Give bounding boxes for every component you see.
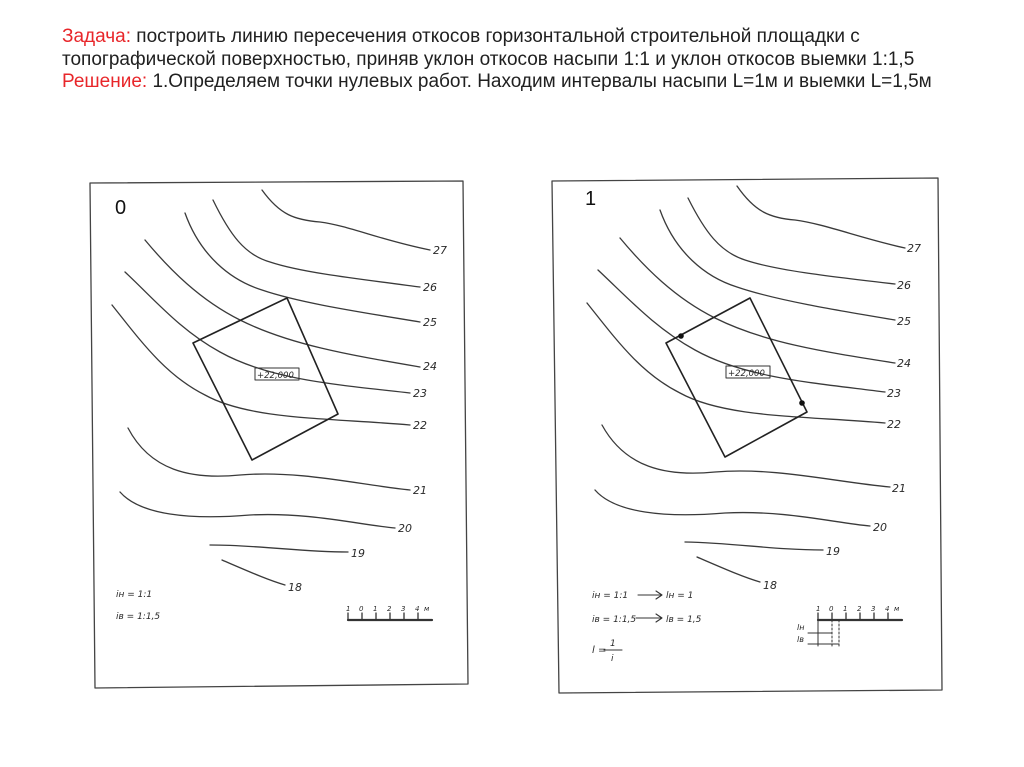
contour-label: 25 bbox=[423, 316, 437, 329]
zero-work-point bbox=[678, 333, 684, 339]
contour-24 bbox=[620, 238, 895, 363]
scale-tick: 1 bbox=[816, 605, 821, 613]
contour-label: 27 bbox=[907, 242, 921, 255]
scale-tick: 4 bbox=[415, 605, 420, 613]
contour-label: 23 bbox=[887, 387, 901, 400]
formula-numerator: 1 bbox=[610, 639, 616, 649]
contour-27 bbox=[737, 186, 905, 248]
contour-20 bbox=[595, 490, 870, 526]
contour-18 bbox=[222, 560, 285, 585]
site-level-label: +22,000 bbox=[257, 371, 294, 381]
scale-tick: 0 bbox=[359, 605, 364, 613]
legend-cut-slope: iв = 1:1,5 bbox=[592, 615, 637, 625]
scale-tick: 2 bbox=[387, 605, 392, 613]
contour-label: 24 bbox=[897, 357, 911, 370]
scale-tick: 1 bbox=[843, 605, 848, 613]
task-text: построить линию пересечения откосов горизонтальной строительной площадки с топографической поверхностью, приняв уклон откосов насыпи 1:1 и уклон откосов выемки 1:1,5 bbox=[62, 26, 915, 70]
contour-label: 26 bbox=[897, 279, 911, 292]
scale-label-fill: lн bbox=[797, 623, 805, 632]
scale-tick: 3 bbox=[871, 605, 876, 613]
contour-27 bbox=[262, 190, 430, 250]
contour-label: 22 bbox=[413, 419, 427, 432]
contour-24 bbox=[145, 240, 420, 367]
scale-tick: 1 bbox=[346, 605, 351, 613]
contour-22 bbox=[112, 305, 410, 425]
right-labels bbox=[585, 188, 921, 664]
contour-label: 18 bbox=[763, 579, 777, 592]
contour-22 bbox=[587, 303, 885, 423]
contour-21 bbox=[602, 425, 890, 487]
site-level-label: +22,000 bbox=[728, 369, 765, 379]
contour-label: 19 bbox=[351, 547, 365, 560]
contour-label: 27 bbox=[433, 244, 447, 257]
left-scale-bar bbox=[348, 613, 432, 620]
zero-work-point bbox=[799, 400, 805, 406]
task-label: Задача: bbox=[62, 26, 132, 47]
left-contours bbox=[112, 190, 430, 585]
scale-tick: 3 bbox=[401, 605, 406, 613]
contour-label: 22 bbox=[887, 418, 901, 431]
right-scale-bar bbox=[808, 613, 902, 646]
contour-25 bbox=[185, 213, 420, 322]
scale-tick: 0 bbox=[829, 605, 834, 613]
solution-label: Решение: bbox=[62, 71, 148, 92]
right-contours bbox=[587, 186, 905, 582]
contour-20 bbox=[120, 492, 395, 528]
legend-cut-slope: iв = 1:1,5 bbox=[116, 612, 161, 622]
scale-label-cut: lв bbox=[797, 635, 804, 644]
contour-label: 24 bbox=[423, 360, 437, 373]
panel-number: 1 bbox=[585, 188, 597, 210]
contour-label: 21 bbox=[413, 484, 427, 497]
scale-unit: м bbox=[424, 605, 430, 613]
contour-26 bbox=[213, 200, 420, 287]
panel-number: 0 bbox=[115, 197, 127, 219]
scale-tick: 1 bbox=[373, 605, 378, 613]
left-labels bbox=[115, 197, 447, 622]
formula-lhs: l = bbox=[592, 645, 607, 656]
contour-label: 25 bbox=[897, 315, 911, 328]
legend-fill-slope: iн = 1:1 bbox=[592, 591, 629, 601]
contour-21 bbox=[128, 428, 410, 490]
legend-fill-slope: iн = 1:1 bbox=[116, 590, 153, 600]
legend-cut-interval: lв = 1,5 bbox=[666, 615, 702, 625]
contour-19 bbox=[685, 542, 823, 550]
contour-label: 20 bbox=[873, 521, 887, 534]
contour-label: 26 bbox=[423, 281, 437, 294]
contour-label: 19 bbox=[826, 545, 840, 558]
solution-text: 1.Определяем точки нулевых работ. Находим интервалы насыпи L=1м и выемки L=1,5м bbox=[147, 71, 932, 92]
scale-tick: 4 bbox=[885, 605, 890, 613]
contour-label: 23 bbox=[413, 387, 427, 400]
contour-25 bbox=[660, 210, 895, 320]
legend-fill-interval: lн = 1 bbox=[666, 591, 694, 601]
contour-label: 20 bbox=[398, 522, 412, 535]
scale-unit: м bbox=[894, 605, 900, 613]
contour-18 bbox=[697, 557, 760, 582]
contour-label: 21 bbox=[892, 482, 906, 495]
formula-denominator: i bbox=[611, 654, 614, 664]
contour-label: 18 bbox=[288, 581, 302, 594]
contour-19 bbox=[210, 545, 348, 552]
scale-tick: 2 bbox=[857, 605, 862, 613]
contour-26 bbox=[688, 198, 895, 284]
